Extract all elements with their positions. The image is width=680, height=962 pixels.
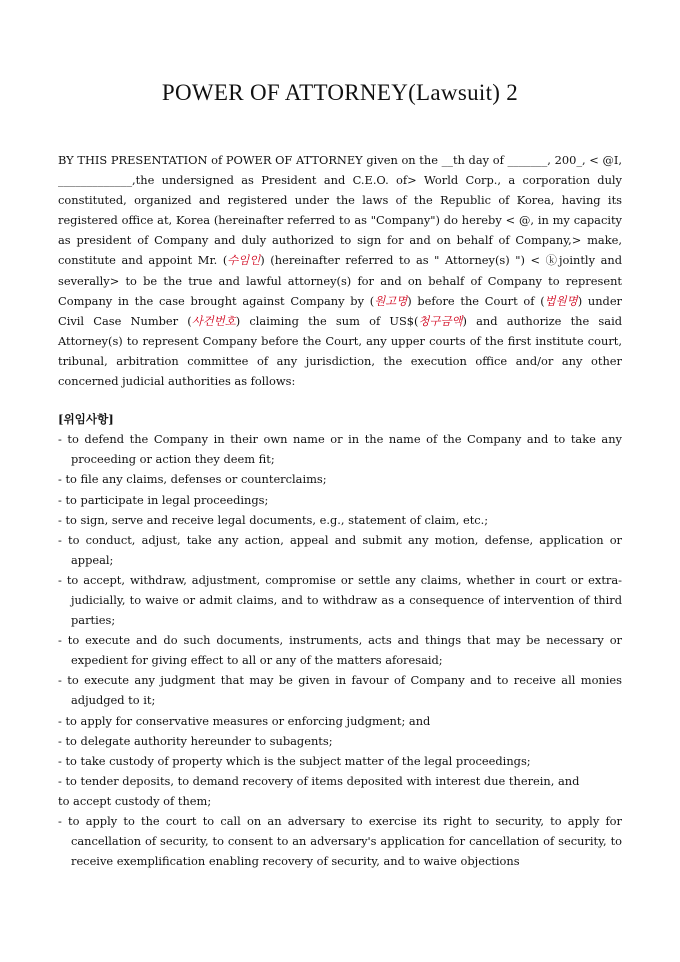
list-item: - to conduct, adjust, take any action, appeal and submit any motion, defense, application or appeal; <box>58 532 622 567</box>
intro-text-4: ) under Civil Case Number ( <box>58 293 623 328</box>
list-item: - to tender deposits, to demand recovery of items deposited with interest due therein, and <box>58 773 580 788</box>
list-item-continuation: to accept custody of them; <box>58 793 212 808</box>
list-item: - to delegate authority hereunder to subagents; <box>58 733 333 748</box>
intro-text-5: ) claiming the sum of US$( <box>235 313 419 328</box>
intro-text-3: ) before the Court of ( <box>407 293 545 308</box>
section-heading: [위임사항] <box>58 412 114 427</box>
list-item: - to apply for conservative measures or enforcing judgment; and <box>58 713 431 728</box>
list-item: - to take custody of property which is the subject matter of the legal proceedings; <box>58 753 531 768</box>
list-item: - to file any claims, defenses or counterclaims; <box>58 472 327 487</box>
document-title: POWER OF ATTORNEY(Lawsuit) 2 <box>161 80 519 105</box>
list-item: - to sign, serve and receive legal documents, e.g., statement of claim, etc.; <box>58 512 489 527</box>
list-item: - to participate in legal proceedings; <box>58 492 269 507</box>
list-item: - to accept, withdraw, adjustment, compromise or settle any claims, whether in court or extra-judicially, to waive or admit claims, and to withdraw as a consequence of intervention of third parties; <box>58 572 622 628</box>
intro-text-1: BY THIS PRESENTATION of POWER OF ATTORNEY given on the __th day of _______, 200_, < @I, _____________,the undersigned as President and C.E.O. of> World Corp., a corporation duly constituted, organized and registered under the laws of the Republic of Korea, having its registered office at, Korea (hereinafter referred to as "Company") do hereby < @, in my capacity as president of Company and duly authorized to sign for and on behalf of Company,> make, constitute and appoint Mr. ( <box>58 153 622 268</box>
field-case-number: 사건번호 <box>191 313 236 328</box>
list-item: - to apply to the court to call on an adversary to exercise its right to security, to apply for cancellation of security, to consent to an adversary's application for cancellation of security, to receive exemplification enabling recovery of security, and to waive objections <box>58 814 622 869</box>
intro-paragraph <box>58 150 622 391</box>
list-item: - to execute any judgment that may be given in favour of Company and to receive all monies adjudged to it; <box>58 673 622 708</box>
intro-text-2: ) (hereinafter referred to as " Attorney(s) ") < ⓚjointly and severally> to be the true and lawful attorney(s) for and on behalf of Company to represent Company in the case brought against Company by ( <box>58 253 622 308</box>
authority-list <box>58 429 622 791</box>
authority-list-continued <box>58 811 622 871</box>
list-item: - to execute and do such documents, instruments, acts and things that may be necessary or expedient for giving effect to all or any of the matters aforesaid; <box>58 633 622 668</box>
field-plaintiff-name: 원고명 <box>374 293 408 308</box>
intro-text-6: ) and authorize the said Attorney(s) to represent Company before the Court, any upper courts of the first institute court, tribunal, arbitration committee of any jurisdiction, the execution office and/or any other concerned judicial authorities as follows: <box>58 313 623 389</box>
field-attorney-name: 수임인 <box>227 253 261 268</box>
field-claim-amount: 청구금액 <box>418 313 463 328</box>
list-item: - to defend the Company in their own name or in the name of the Company and to take any proceeding or action they deem fit; <box>58 432 622 467</box>
field-court-name: 법원명 <box>544 293 578 308</box>
